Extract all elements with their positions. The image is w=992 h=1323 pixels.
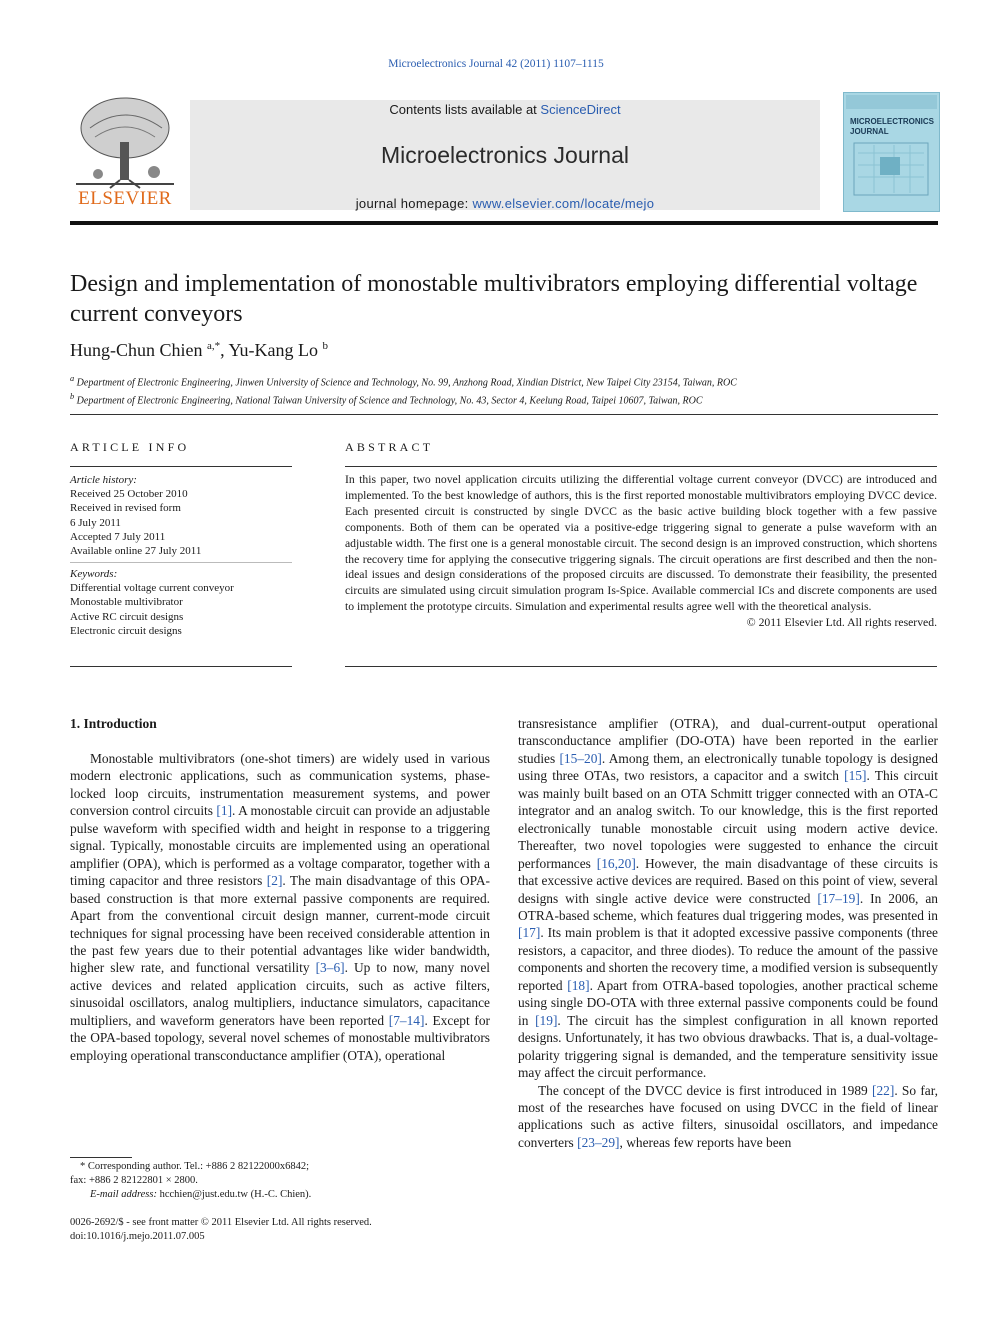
keywords-label: Keywords: bbox=[70, 568, 118, 580]
history-item: Received in revised form bbox=[70, 502, 181, 515]
journal-name: Microelectronics Journal bbox=[381, 142, 629, 168]
journal-masthead bbox=[70, 92, 938, 212]
citation-link[interactable]: [19] bbox=[535, 1012, 558, 1028]
abstract-bottom-rule bbox=[345, 666, 937, 667]
journal-banner bbox=[190, 100, 820, 210]
email-note: E-mail address: hcchien@just.edu.tw (H.-C. Chien). bbox=[90, 1188, 312, 1200]
journal-cover-thumbnail[interactable] bbox=[843, 92, 940, 212]
issn-line: 0026-2692/$ - see front matter © 2011 Elsevier Ltd. All rights reserved. bbox=[70, 1217, 372, 1228]
keyword-item: Differential voltage current conveyor bbox=[70, 582, 234, 595]
history-item: Accepted 7 July 2011 bbox=[70, 530, 166, 543]
article-history-label: Article history: bbox=[70, 474, 137, 486]
citation-link[interactable]: [2] bbox=[266, 873, 283, 889]
contents-line: Contents lists available at ScienceDirect bbox=[389, 102, 621, 117]
citation-link[interactable]: [15] bbox=[844, 768, 867, 784]
history-divider bbox=[70, 562, 292, 563]
cover-title: MICROELECTRONICS JOURNAL bbox=[850, 117, 934, 136]
keyword-item: Monostable multivibrator bbox=[70, 596, 183, 609]
citation-link[interactable]: [3–6] bbox=[315, 960, 345, 976]
article-info-bottom-rule bbox=[70, 666, 292, 667]
keywords bbox=[70, 567, 292, 638]
affiliation-b: $^b$ Department of Electronic Engineering, National Taiwan University of Science and Technology, No. 43, Sector 4, Keelung Road, Taipei 10607, Taiwan, ROC bbox=[70, 392, 703, 407]
front-matter bbox=[70, 1216, 490, 1244]
citation-link[interactable]: [23–29] bbox=[577, 1134, 620, 1150]
abstract-body bbox=[345, 472, 937, 631]
journal-citation[interactable]: Microelectronics Journal 42 (2011) 1107–1115 bbox=[388, 58, 604, 70]
article-info-heading: ARTICLE INFO bbox=[70, 440, 190, 454]
citation-link[interactable]: [17] bbox=[518, 925, 541, 941]
affiliations bbox=[70, 372, 938, 409]
paragraph: transresistance amplifier (OTRA), and dual-current-output operational transconductance amplifier (DO-OTA) have been reported in the earlier studies [15–20]. Among them, an electronically tunable topology is designed using three OTAs, two resistors, a capacitor and a switch [15]. This circuit was mainly built based on an OTA Schmitt trigger connected with an OTA-C integrator and an analog switch. To our knowledge, this is the first reported electronically tunable monostable circuit using modern active device. Thereafter, two novel topologies were suggested to enhance the circuit performances [16,20]. However, the main disadvantage of these circuits is that excessive active devices are required. Based on this point of view, several designs with single active device were constructed [17–19]. In 2006, an OTRA-based scheme, which features dual triggering modes, was presented in [17]. Its main problem is that it adopted excessive passive components (three resistors, a capacitor, and three diodes). To reduce the amount of the passive components and shorten the recovery time, a modified version is subsequently reported [18]. Apart from OTRA-based topologies, another practical scheme using single DO-OTA with three external passive components could be found in [19]. The circuit has the simplest configuration in all known reported designs. Unfortunately, it has two obvious drawbacks. That is, a dual-voltage-polarity triggering signal is demanded, and the temperature sensitivity issue may affect the circuit performance. bbox=[518, 716, 939, 1081]
article-history bbox=[70, 473, 292, 558]
footnote-rule bbox=[70, 1157, 132, 1158]
author-name[interactable]: Yu-Kang Lo bbox=[228, 340, 318, 360]
right-column bbox=[518, 715, 938, 1151]
author-name[interactable]: Hung-Chun Chien bbox=[70, 340, 203, 360]
article-info-rule bbox=[70, 466, 292, 467]
abstract-rule bbox=[345, 466, 937, 467]
citation-link[interactable]: [22] bbox=[872, 1082, 895, 1098]
keyword-item: Electronic circuit designs bbox=[70, 624, 182, 637]
citation-link[interactable]: [18] bbox=[567, 977, 590, 993]
homepage-line: journal homepage: www.elsevier.com/locate/mejo bbox=[355, 196, 655, 211]
doi-line[interactable]: doi:10.1016/j.mejo.2011.07.005 bbox=[70, 1230, 205, 1242]
abstract-copyright: © 2011 Elsevier Ltd. All rights reserved. bbox=[746, 616, 937, 630]
corresponding-author-note: * Corresponding author. Tel.: +886 2 82122000x6842; bbox=[80, 1161, 309, 1172]
citation-link[interactable]: [15–20] bbox=[559, 750, 602, 766]
author-affil-mark[interactable]: a,* bbox=[207, 340, 221, 352]
author-affil-mark[interactable]: b bbox=[322, 340, 328, 352]
paragraph: Monostable multivibrators (one-shot timers) are widely used in various modern electronic applications, such as communication systems, phase-locked loop circuits, instrumentation measurement systems, and power conversion control circuits [1]. A monostable circuit can provide an adjustable pulse waveform with specified width and height in response to a triggering signal. Typically, monostable circuits are implemented using an operational amplifier (OPA), which is performed as a voltage comparator, together with a timing capacitor and three resistors [2]. The main disadvantage of this OPA-based construction is that more external passive components are required. Apart from the conventional circuit design manner, current-mode circuit techniques for signal processing have been received considerable attention in the past few years due to their potential advantages like wider bandwidth, higher slew rate, and functional versatility [3–6]. Up to now, many novel active devices and related application circuits, such as active filters, sinusoidal oscillators, analog multipliers, inductance simulators, capacitance multipliers, and waveform generators have been reported [7–14]. Except for the OPA-based topology, several novel schemes of monostable multivibrators employing operational transconductance amplifier (OTA), operational bbox=[70, 751, 491, 1063]
article-title: Design and implementation of monostable multivibrators employing differential voltage current conveyors bbox=[70, 271, 918, 327]
author-list: Hung-Chun Chien $^{a,*}$, Yu-Kang Lo $^b$ bbox=[70, 340, 328, 360]
cover-art-icon bbox=[844, 93, 939, 211]
elsevier-logo[interactable] bbox=[70, 92, 180, 212]
fax-note: fax: +886 2 82122801 × 2800. bbox=[70, 1174, 198, 1186]
abstract-paragraph: In this paper, two novel application circuits utilizing the differential voltage current conveyor (DVCC) are introduced and implemented. To the best knowledge of authors, this is the first reported monostable multivibrators employing DVCC device. Each presented circuit is constructed by single DVCC as the basic active building block together with a few passive components. Both of them can be operated via a positive-edge triggering signal to generate a pulse waveform with an adjustable width. The first one is a general monostable circuit. The second design is an improved construction, which shortens the recovery time for applying the consecutive triggering signals. The circuit operations are first described and then the non-ideal issues and design considerations of the proposed circuits are discussed. To demonstrate their feasibility, the presented circuits are simulated using circuit simulation program Is-Spice. Available commercial ICs and discrete components are used to implement the prototype circuits. Simulation and experimental results agree well with the theoretical analysis. bbox=[345, 473, 937, 614]
citation-link[interactable]: [7–14] bbox=[388, 1012, 425, 1028]
keyword-item: Active RC circuit designs bbox=[70, 610, 184, 623]
affiliation-rule bbox=[70, 414, 938, 415]
footnotes bbox=[70, 1160, 490, 1201]
homepage-link[interactable]: www.elsevier.com/locate/mejo bbox=[472, 196, 655, 211]
section-heading: 1. Introduction bbox=[70, 716, 157, 731]
affiliation-a: $^a$ Department of Electronic Engineering, Jinwen University of Science and Technology, No. 99, Anzhong Road, Xindian District, New Taipei City 23154, Taiwan, ROC bbox=[70, 374, 737, 389]
sciencedirect-link[interactable]: ScienceDirect bbox=[540, 102, 621, 117]
header-rule bbox=[70, 221, 938, 225]
left-column bbox=[70, 750, 490, 1064]
citation-link[interactable]: [16,20] bbox=[596, 855, 636, 871]
elsevier-tree-icon bbox=[70, 92, 180, 190]
paragraph: The concept of the DVCC device is first introduced in 1989 [22]. So far, most of the researches have focused on using DVCC in the field of linear applications such as active filters, sinusoidal oscillators, and impedance converters [23–29], whereas few reports have been bbox=[518, 1082, 939, 1150]
elsevier-wordmark: ELSEVIER bbox=[78, 188, 172, 209]
abstract-heading: ABSTRACT bbox=[345, 440, 434, 454]
history-item: Received 25 October 2010 bbox=[70, 488, 188, 501]
email-link[interactable]: hcchien@just.edu.tw (H.-C. Chien). bbox=[159, 1188, 312, 1200]
citation-link[interactable]: [17–19] bbox=[817, 890, 860, 906]
citation-link[interactable]: [1] bbox=[216, 803, 233, 819]
history-item: Available online 27 July 2011 bbox=[70, 545, 202, 558]
history-item: 6 July 2011 bbox=[70, 516, 121, 529]
